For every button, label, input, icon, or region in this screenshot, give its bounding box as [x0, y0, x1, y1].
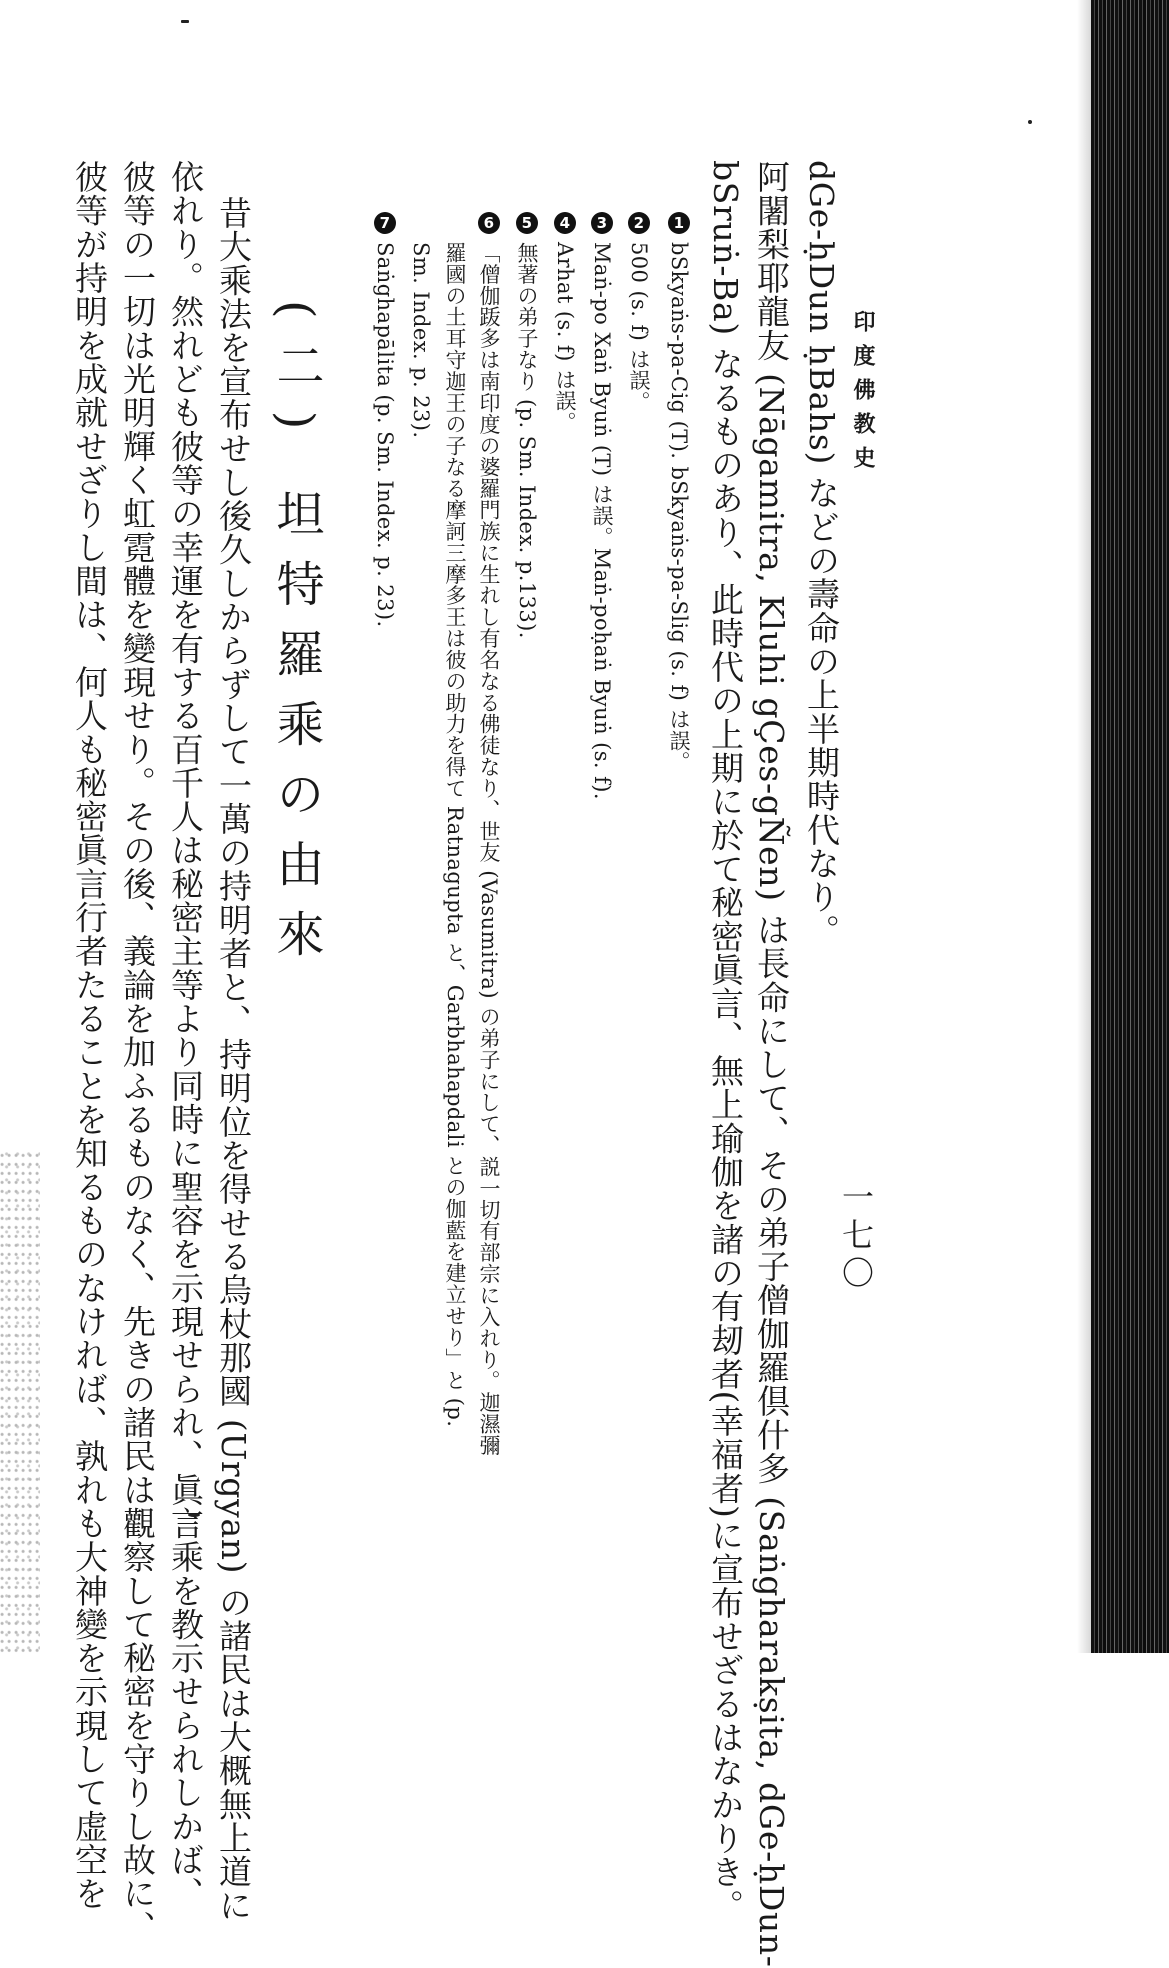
binding-shadow	[1077, 0, 1091, 1653]
footnote-text: Arhat (s. f) は誤。	[553, 242, 577, 434]
footnote-3	[590, 212, 614, 800]
footnote-text: Maṅ-po Xaṅ Byuṅ (T) は誤。Maṅ-poḥaṅ Byuṅ (s. f).	[590, 242, 614, 801]
footnote-text: bSkyaṅs-pa-Cig (T). bSkyaṅs-pa-Slig (s. f) は誤。	[667, 242, 691, 773]
book-binding-edge	[1091, 0, 1169, 1653]
footnote-6-cont-2: Sm. Index. p. 23).	[409, 242, 433, 439]
scan-speck	[181, 20, 189, 23]
section-heading: (二) 坦特羅乘の由來	[268, 300, 324, 979]
footnote-number: 5	[516, 212, 538, 234]
footnote-number: 6	[478, 212, 500, 234]
running-header: 印度佛教史	[850, 310, 876, 480]
main-line-2: 阿闍梨耶龍友 (Nāgamitra, Kluhi gÇes-gÑen) は長命にして、その弟子僧伽羅倶什多 (Saṅgharakṣita, dGe-ḥDun-	[752, 160, 791, 1968]
footnote-number: 4	[554, 212, 576, 234]
footnote-2	[627, 212, 651, 413]
footnote-number: 1	[668, 212, 690, 234]
footnote-text: 無著の弟子なり (p. Sm. Index. p.133).	[515, 242, 539, 639]
body-line-2: 依れり。然れども彼等の幸運を有する百千人は秘密主等より同時に聖容を示現せられ、眞言乘を教示せられしかば、	[166, 160, 205, 1911]
footnote-6-cont-1: 羅國の土耳守迦王の子なる摩訶三摩多王は彼の助力を得て Ratnagupta と、Garbhahapdali との伽藍を建立せり」と (p.	[443, 242, 467, 1428]
footnote-6	[477, 212, 501, 1456]
body-line-4: 彼等が持明を成就せざりし間は、何人も秘密眞言行者たることを知るものなければ、孰れも大神變を示現して虚空を	[70, 160, 109, 1911]
scan-speck	[1028, 120, 1032, 124]
footnote-number: 3	[591, 212, 613, 234]
footnote-text: Saṅghapālita (p. Sm. Index. p. 23).	[373, 242, 397, 628]
footnote-4	[553, 212, 577, 433]
footnote-7	[373, 212, 397, 628]
footnote-1	[667, 212, 691, 773]
body-line-3: 彼等の一切は光明輝く虹霓體を變現せり。その後、義論を加ふるものなく、先きの諸民は觀察して秘密を守りし故に、	[118, 160, 157, 1944]
footnote-text: 「僧伽䟦多は南印度の婆羅門族に生れし有名なる佛徒なり、世友 (Vasumitra) の弟子にして、説一切有部宗に入れり。迦濕彌	[477, 242, 501, 1456]
body-line-1: 昔大乘法を宣布せし後久しからずして一萬の持明者と、持明位を得せる烏杖那國 (Urgyan) の諸民は大概無上道に	[214, 196, 253, 1922]
main-line-3: bSruṅ-Ba) なるものあり、此時代の上期に於て秘密眞言、無上瑜伽を諸の有刼者(幸福者)に宣布せざるはなかりき。	[706, 160, 745, 1923]
footnote-number: 7	[374, 212, 396, 234]
footnote-text: 500 (s. f) は誤。	[627, 242, 651, 413]
scan-noise	[0, 1150, 40, 1653]
footnote-number: 2	[628, 212, 650, 234]
page-number: 一七〇	[837, 1180, 875, 1294]
footnote-5	[515, 212, 539, 639]
main-line-1: dGe-ḥDun ḥBahs) などの壽命の上半期時代なり。	[802, 160, 841, 948]
